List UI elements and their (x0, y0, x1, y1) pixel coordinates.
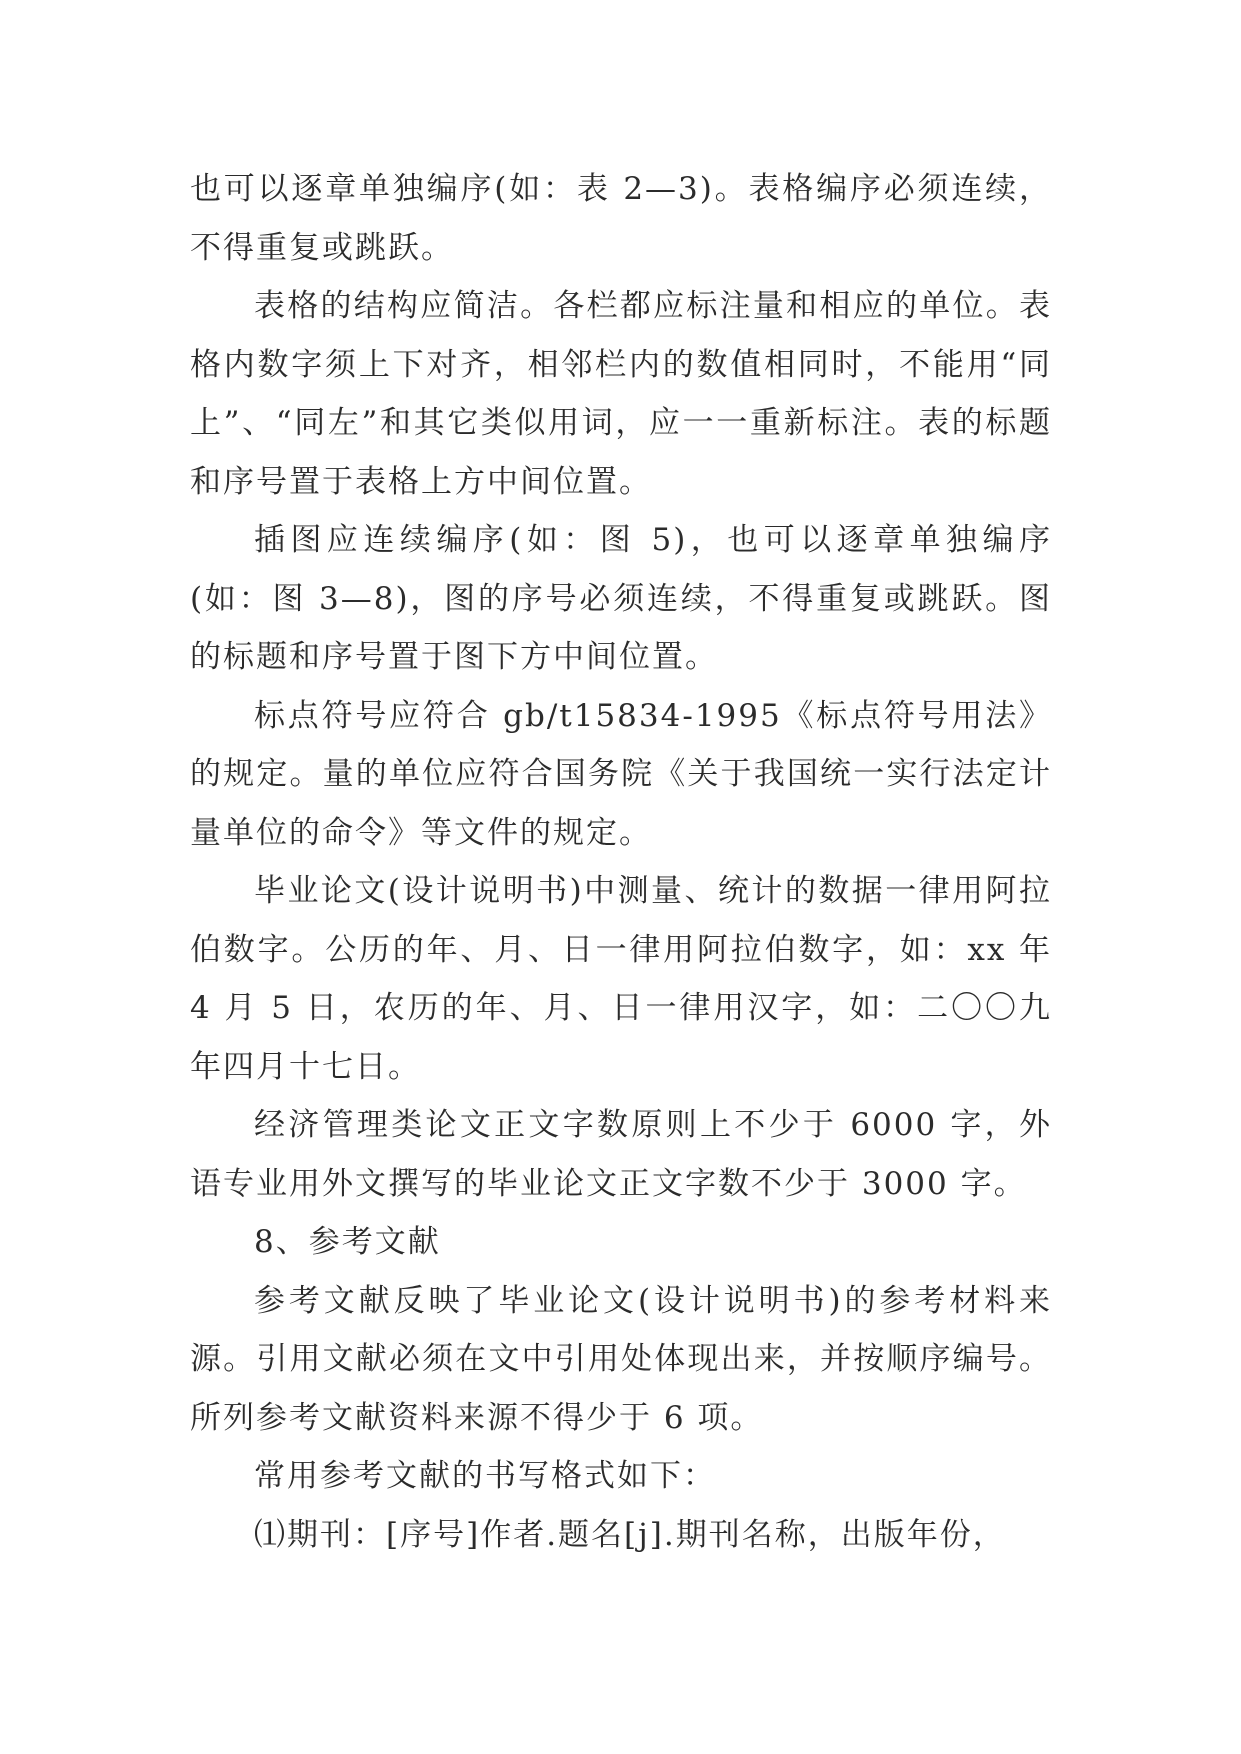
paragraph-journal-format: ⑴期刊：[序号]作者.题名[j].期刊名称，出版年份， (254, 1516, 1006, 1553)
paragraph-numerals-dates: 毕业论文(设计说明书)中测量、统计的数据一律用阿拉伯数字。公历的年、月、日一律用阿拉伯数字，如：xx 年 4 月 5 日，农历的年、月、日一律用汉字，如：二〇〇九年四月十七日。 (190, 873, 1052, 1085)
paragraph-punctuation-units: 标点符号应符合 gb/t15834-1995《标点符号用法》的规定。量的单位应符合国务院《关于我国统一实行法定计量单位的命令》等文件的规定。 (190, 697, 1052, 851)
paragraph-figure-numbering: 插图应连续编序(如：图 5)，也可以逐章单独编序(如：图 3—8)，图的序号必须连续，不得重复或跳跃。图的标题和序号置于图下方中间位置。 (190, 522, 1052, 675)
paragraph-table-numbering-continued: 也可以逐章单独编序(如：表 2—3)。表格编序必须连续，不得重复或跳跃。 (190, 171, 1052, 266)
paragraph-references-source: 参考文献反映了毕业论文(设计说明书)的参考材料来源。引用文献必须在文中引用处体现出来，并按顺序编号。所列参考文献资料来源不得少于 6 项。 (190, 1282, 1052, 1436)
section-heading-references: 8、参考文献 (254, 1224, 441, 1260)
paragraph-reference-format-intro: 常用参考文献的书写格式如下： (254, 1458, 716, 1494)
paragraph-table-structure: 表格的结构应简洁。各栏都应标注量和相应的单位。表格内数字须上下对齐，相邻栏内的数值相同时，不能用“同上”、“同左”和其它类似用词，应一一重新标注。表的标题和序号置于表格上方中间位置。 (190, 288, 1052, 500)
paragraph-word-count: 经济管理类论文正文字数原则上不少于 6000 字，外语专业用外文撰写的毕业论文正文字数不少于 3000 字。 (190, 1107, 1052, 1202)
document-body (190, 160, 1052, 1564)
